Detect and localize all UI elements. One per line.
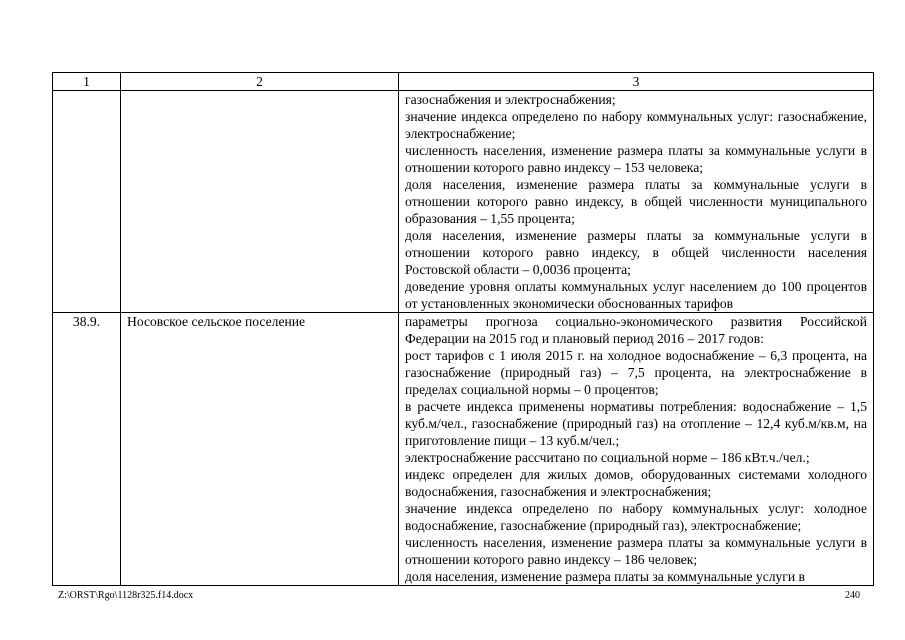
table-row (53, 313, 874, 586)
row-name (121, 91, 399, 313)
row-description (399, 313, 874, 586)
description-paragraph: электроснабжение рассчитано по социальной норме – 186 кВт.ч./чел.; (405, 450, 810, 465)
description-paragraph: численность населения, изменение размера платы за коммунальные услуги в отношении которого равно индексу – 153 человека; (405, 143, 867, 175)
description-paragraph: в расчете индекса применены нормативы потребления: водоснабжение – 1,5 куб.м/чел., газоснабжение (природный газ) на отопление – 12,4 куб.м/кв.м, на приготовление пищи – 13 куб.м/чел.; (405, 399, 867, 448)
description-paragraph: параметры прогноза социально-экономического развития Российской Федерации на 2015 год и плановый период 2016 – 2017 годов: (405, 314, 867, 346)
footer-file-path: Z:\ORST\Rgo\1128r325.f14.docx (58, 590, 194, 601)
description-paragraph: доля населения, изменение размера платы за коммунальные услуги в (405, 569, 805, 584)
description-paragraph: доведение уровня оплаты коммунальных услуг населением до 100 процентов от установленных экономически обоснованных тарифов (405, 279, 867, 311)
footer-page-number: 240 (845, 590, 860, 601)
row-description (399, 91, 874, 313)
row-name: Носовское сельское поселение (121, 313, 399, 586)
description-paragraph: рост тарифов с 1 июля 2015 г. на холодное водоснабжение – 6,3 процента, на газоснабжение (природный газ) – 7,5 процента, на электроснабжение в пределах социальной нормы – 0 процентов; (405, 348, 867, 397)
description-paragraph: значение индекса определено по набору коммунальных услуг: газоснабжение, электроснабжение; (405, 109, 867, 141)
column-header-3: 3 (399, 73, 874, 91)
document-table (52, 72, 874, 586)
table-header-row (53, 73, 874, 91)
description-paragraph: значение индекса определено по набору коммунальных услуг: холодное водоснабжение, газоснабжение (природный газ), электроснабжение; (405, 501, 867, 533)
column-header-2: 2 (121, 73, 399, 91)
table-row (53, 91, 874, 313)
row-number: 38.9. (53, 313, 121, 586)
description-paragraph: доля населения, изменение размеры платы за коммунальные услуги в отношении которого равно индексу, в общей численности населения Ростовской области – 0,0036 процента; (405, 228, 867, 277)
description-paragraph: численность населения, изменение размера платы за коммунальные услуги в отношении которого равно индексу – 186 человек; (405, 535, 867, 567)
description-paragraph: доля населения, изменение размера платы за коммунальные услуги в отношении которого равно индексу, в общей численности муниципального образования – 1,55 процента; (405, 177, 867, 226)
description-paragraph: индекс определен для жилых домов, оборудованных системами холодного водоснабжения, газоснабжения и электроснабжения; (405, 467, 867, 499)
column-header-1: 1 (53, 73, 121, 91)
row-number (53, 91, 121, 313)
table-body (53, 91, 874, 586)
description-paragraph: газоснабжения и электроснабжения; (405, 92, 616, 107)
